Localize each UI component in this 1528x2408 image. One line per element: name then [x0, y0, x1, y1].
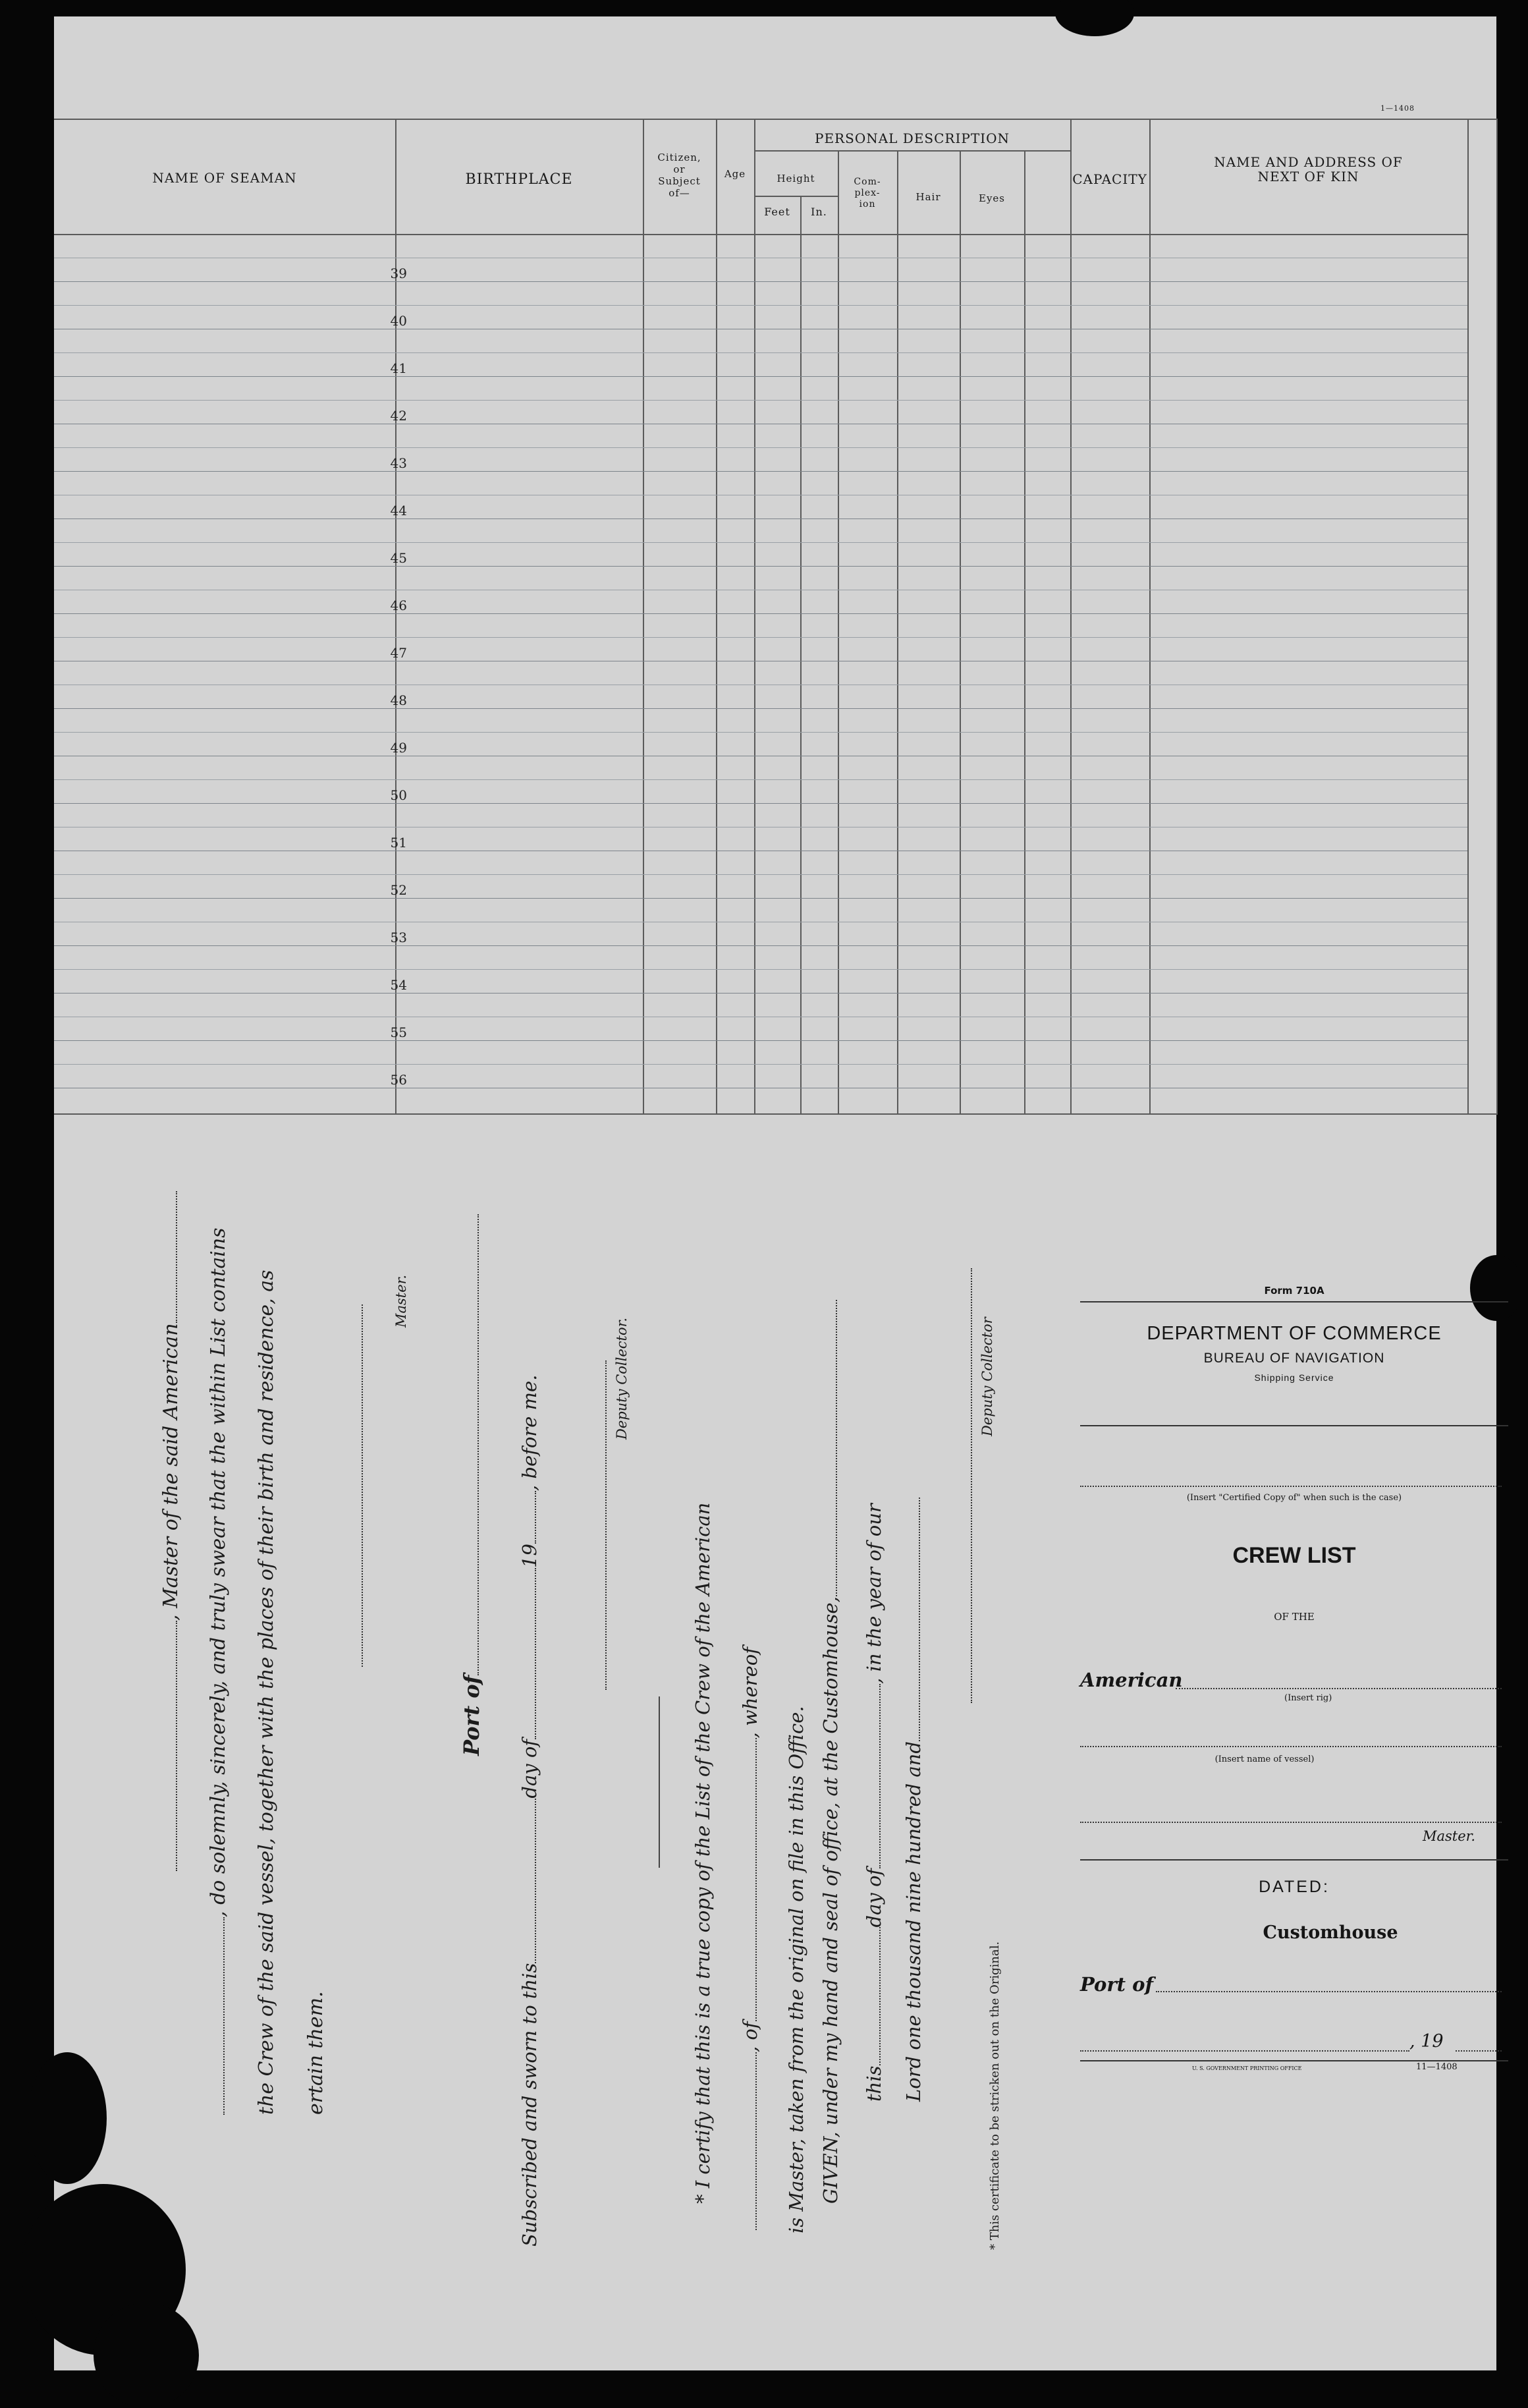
separator-rule: [650, 1696, 663, 1868]
col-divider: [754, 119, 755, 1115]
insert-name-note: (Insert name of vessel): [1214, 1754, 1315, 1764]
this-text: this: [863, 2065, 885, 2102]
date-line: [1080, 2050, 1409, 2052]
signature-blank: [362, 1304, 363, 1667]
before-me-text: , before me.: [518, 1374, 541, 1492]
table-row: [54, 898, 1467, 899]
row-number: 44: [390, 503, 407, 518]
table-row: [54, 518, 1467, 519]
table-row: [54, 945, 1467, 946]
header-capacity: CAPACITY: [1072, 171, 1147, 187]
whereof-text: , whereof: [739, 1647, 761, 1739]
table-row: [54, 471, 1467, 472]
american-label: American: [1080, 1669, 1183, 1691]
header-hair: Hair: [915, 191, 941, 203]
row-subline: [54, 779, 1467, 780]
certificate-line-3: [785, 1706, 807, 2233]
of-text: , of: [739, 2021, 761, 2052]
certificate-line-5: [863, 1503, 885, 2102]
row-number: 49: [390, 740, 407, 756]
oath-line-3: [255, 1270, 278, 2115]
table-row: [54, 1040, 1467, 1041]
header-complexion-line: plex-: [854, 188, 881, 198]
signature-blank: [605, 1360, 607, 1690]
col-divider: [1024, 150, 1025, 1115]
height-underline: [754, 196, 838, 197]
table-row: [54, 613, 1467, 614]
row-number: 53: [390, 930, 407, 945]
master-line: [1080, 1822, 1502, 1823]
blank: [836, 1300, 837, 1596]
certified-copy-note: (Insert "Certified Copy of" when such is the case): [1186, 1493, 1402, 1503]
table-top-rule: [54, 119, 1496, 120]
dated-box-top-rule: [1080, 1859, 1508, 1861]
year-prefix: 19: [518, 1544, 541, 1568]
of-the-text: OF THE: [1274, 1611, 1315, 1623]
year-text: , in the year of our: [863, 1503, 885, 1684]
oath-line-4: [304, 1991, 327, 2115]
torn-edge: [28, 2052, 107, 2184]
blank: [919, 1498, 920, 1741]
header-citizen-line: Citizen,: [657, 152, 701, 163]
header-complexion: [838, 177, 897, 210]
crew-table: [54, 119, 1496, 1117]
row-number: 55: [390, 1024, 407, 1040]
header-next-of-kin: [1149, 155, 1467, 184]
header-next-of-kin-line: NAME AND ADDRESS OF: [1214, 154, 1403, 170]
col-divider: [1467, 119, 1469, 1115]
row-subline: [54, 637, 1467, 638]
row-subline: [54, 732, 1467, 733]
header-complexion-line: ion: [859, 199, 876, 210]
header-citizen-line: or: [673, 163, 686, 175]
day-of-text: day of: [518, 1739, 541, 1799]
oath-text: ertain them.: [304, 1991, 327, 2115]
deputy-collector-text: Deputy Collector.: [614, 1317, 630, 1440]
form-number-top: 1—1408: [1380, 104, 1415, 113]
row-number: 45: [390, 550, 407, 566]
crew-list-title: CREW LIST: [1232, 1543, 1356, 1568]
insert-rig-note: (Insert rig): [1284, 1693, 1332, 1703]
table-row: [54, 708, 1467, 709]
day-of-text: day of: [863, 1868, 885, 1928]
pd-underline: [754, 150, 1070, 152]
row-subline: [54, 447, 1467, 448]
blank: [223, 1917, 225, 2115]
service-title: Shipping Service: [1254, 1372, 1334, 1383]
table-row: [54, 566, 1467, 567]
deputy-collector-label-2: [979, 1317, 995, 1436]
torn-edge: [1055, 0, 1134, 36]
crew-list-page: [54, 16, 1496, 2370]
form-number: Form 710A: [1264, 1285, 1324, 1297]
col-divider: [897, 150, 898, 1115]
dept-box-top-rule: [1080, 1301, 1508, 1302]
col-divider: [838, 150, 839, 1115]
header-name-of-seaman: NAME OF SEAMAN: [152, 170, 297, 186]
row-number: 48: [390, 692, 407, 708]
certificate-text: is Master, taken from the original on file in this Office.: [785, 1706, 807, 2233]
blank: [535, 1799, 536, 1963]
certificate-footnote: [988, 1942, 1002, 2250]
header-next-of-kin-line: NEXT OF KIN: [1257, 169, 1359, 184]
certificate-line-6: [902, 1498, 925, 2102]
customhouse-label: Customhouse: [1263, 1922, 1398, 1943]
port-of-line: [459, 1214, 484, 1756]
dept-box-bottom-rule: [1080, 1425, 1508, 1426]
certificate-line-2: [739, 1647, 761, 2230]
cover-year-label: , 19: [1409, 2031, 1444, 2052]
header-bottom-rule: [54, 234, 1467, 235]
certificate-text: * I certify that this is a true copy of the List of the Crew of the American: [692, 1502, 714, 2204]
row-number: 43: [390, 455, 407, 471]
department-title: DEPARTMENT OF COMMERCE: [1147, 1323, 1442, 1344]
table-row: [54, 993, 1467, 994]
col-divider: [1496, 119, 1498, 1115]
year-line: [1456, 2050, 1502, 2052]
deputy-collector-text: Deputy Collector: [979, 1317, 995, 1436]
row-number: 41: [390, 360, 407, 376]
blank: [879, 1684, 881, 1868]
header-complexion-line: Com-: [854, 177, 881, 187]
col-divider: [643, 119, 644, 1115]
cover-port-of-label: Port of: [1080, 1973, 1153, 1996]
cover-master-label: Master.: [1423, 1828, 1476, 1844]
blank: [176, 1191, 177, 1323]
row-subline: [54, 969, 1467, 970]
header-personal-description: PERSONAL DESCRIPTION: [815, 130, 1010, 146]
header-feet: Feet: [764, 206, 790, 218]
certificate-text: GIVEN, under my hand and seal of office, at the Customhouse,: [819, 1596, 842, 2204]
deputy-collector-sign-1: [594, 1360, 610, 1690]
lord-text: Lord one thousand nine hundred and: [902, 1741, 925, 2102]
blank: [535, 1491, 536, 1544]
header-citizen-line: of—: [668, 187, 690, 199]
bureau-title: BUREAU OF NAVIGATION: [1203, 1351, 1385, 1366]
certified-copy-line: [1080, 1486, 1502, 1487]
col-divider: [1149, 119, 1151, 1115]
header-height: Height: [777, 173, 815, 184]
col-divider: [800, 196, 802, 1115]
signature-blank: [971, 1268, 972, 1703]
rig-line: [1176, 1688, 1502, 1689]
row-subline: [54, 400, 1467, 401]
master-label-text: Master.: [393, 1274, 409, 1328]
blank: [755, 1738, 757, 2021]
col-divider: [960, 150, 961, 1115]
header-citizen: [643, 152, 716, 199]
vessel-name-line: [1080, 1746, 1502, 1747]
oath-line-2: [207, 1227, 230, 2115]
table-row: [54, 803, 1467, 804]
subscribed-text: Subscribed and sworn to this: [518, 1963, 541, 2247]
row-subline: [54, 1064, 1467, 1065]
master-name-blank: [176, 1621, 177, 1871]
row-subline: [54, 352, 1467, 353]
header-citizen-line: Subject: [658, 175, 701, 187]
cover-bottom-rule: [1080, 2060, 1508, 2061]
blank: [879, 1928, 881, 2066]
printing-office: U. S. GOVERNMENT PRINTING OFFICE: [1192, 2065, 1302, 2071]
master-label: [393, 1275, 409, 1328]
table-row: [54, 376, 1467, 377]
blank: [755, 2052, 757, 2230]
table-row: [54, 281, 1467, 282]
oath-text: , do solemnly, sincerely, and truly swear that the within List contains: [207, 1227, 230, 1917]
oath-line-1: [159, 1191, 182, 1871]
torn-edge: [94, 2303, 199, 2408]
printing-code: 11—1408: [1416, 2062, 1458, 2072]
row-number: 39: [390, 266, 407, 281]
deputy-collector-sign-2: [960, 1268, 975, 1703]
row-number: 50: [390, 787, 407, 803]
subscribed-line: [518, 1375, 541, 2247]
oath-text: , Master of the said American: [159, 1323, 182, 1621]
blank: [535, 1568, 536, 1739]
row-subline: [54, 874, 1467, 875]
row-subline: [54, 305, 1467, 306]
table-bottom-rule: [54, 1113, 1496, 1115]
cover-port-line: [1156, 1991, 1502, 1992]
certificate-line-1: [692, 1503, 714, 2204]
row-number: 51: [390, 835, 407, 851]
port-blank: [478, 1214, 479, 1675]
row-number: 46: [390, 598, 407, 613]
header-birthplace: BIRTHPLACE: [465, 171, 573, 188]
deputy-collector-label-1: [614, 1318, 630, 1440]
cover-panel: [1080, 1285, 1508, 2108]
header-eyes: Eyes: [979, 192, 1005, 204]
certificate-line-4: [819, 1300, 842, 2204]
col-divider: [716, 119, 717, 1115]
master-signature: [350, 1304, 366, 1667]
header-inches: In.: [811, 206, 827, 218]
row-number: 40: [390, 313, 407, 329]
header-age: Age: [724, 168, 746, 180]
footnote-text: * This certificate to be stricken out on the Original.: [988, 1941, 1002, 2250]
row-number: 47: [390, 645, 407, 661]
row-number: 52: [390, 882, 407, 898]
dated-label: DATED:: [1259, 1878, 1330, 1896]
row-subline: [54, 542, 1467, 543]
row-number: 54: [390, 977, 407, 993]
oath-text: the Crew of the said vessel, together with the places of their birth and residence, as: [255, 1270, 278, 2115]
col-divider: [1070, 119, 1072, 1115]
row-number: 42: [390, 408, 407, 424]
separator-line: [659, 1696, 660, 1868]
row-number: 56: [390, 1072, 407, 1088]
port-of-label: Port of: [459, 1675, 484, 1756]
